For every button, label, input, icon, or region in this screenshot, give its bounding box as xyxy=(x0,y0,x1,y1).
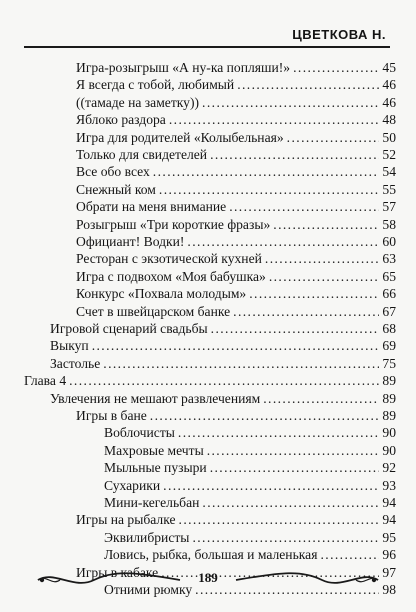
toc-entry-title: Игра-розыгрыш «А ну-ка попляши!» xyxy=(76,60,291,75)
toc-entry-page: 58 xyxy=(382,216,396,232)
toc-entry-page: 45 xyxy=(382,60,396,75)
toc-entry-page: 94 xyxy=(382,495,396,510)
toc-leader-dots xyxy=(273,217,379,233)
toc-entry-page: 90 xyxy=(382,425,396,441)
toc-entry xyxy=(76,217,396,233)
toc-entry-page: 66 xyxy=(382,286,396,302)
toc-entry-title: Мыльные пузыри xyxy=(104,460,207,476)
toc-entry-title: Обрати на меня внимание xyxy=(76,199,227,215)
toc-entry-title: Воблочисты xyxy=(104,425,175,441)
toc-leader-dots xyxy=(320,547,379,563)
toc-entry xyxy=(104,547,396,563)
toc-entry-page: 46 xyxy=(382,77,396,93)
toc-leader-dots xyxy=(211,321,380,337)
toc-leader-dots xyxy=(265,251,380,267)
toc-entry-title: Яблоко раздора xyxy=(76,112,166,128)
toc-entry xyxy=(50,391,396,407)
toc-entry-title: Снежный ком xyxy=(76,181,156,197)
toc-entry-page: 68 xyxy=(382,321,396,336)
toc-entry xyxy=(76,199,396,215)
left-ornament-icon xyxy=(34,568,184,592)
toc-entry xyxy=(76,147,396,163)
toc-entry-page: 65 xyxy=(382,268,396,284)
toc-entry xyxy=(76,130,396,146)
toc-leader-dots xyxy=(229,199,379,215)
toc-entry xyxy=(76,164,396,180)
toc-entry-title: Игры в бане xyxy=(76,408,147,423)
toc-entry-page: 89 xyxy=(382,373,396,389)
toc-entry xyxy=(104,530,396,546)
toc-entry xyxy=(24,373,396,389)
toc-leader-dots xyxy=(263,391,379,407)
toc-entry-title: Застолье xyxy=(50,355,101,371)
toc-entry xyxy=(76,286,396,302)
toc-leader-dots xyxy=(69,373,379,389)
toc-entry-page: 97 xyxy=(382,564,396,580)
toc-leader-dots xyxy=(103,356,379,372)
toc-leader-dots xyxy=(293,60,379,76)
toc-entry-page: 75 xyxy=(382,355,396,371)
toc-entry-page: 50 xyxy=(382,129,396,145)
toc-entry-title: Ресторан с экзотической кухней xyxy=(76,251,262,267)
toc-entry xyxy=(104,443,396,459)
toc-entry-page: 69 xyxy=(382,338,396,354)
toc-entry-page: 46 xyxy=(382,94,396,110)
toc-entry-title: Сухарики xyxy=(104,477,161,493)
toc-entry-page: 89 xyxy=(382,390,396,406)
toc-leader-dots xyxy=(207,443,380,459)
toc-entry xyxy=(76,408,396,424)
toc-leader-dots xyxy=(163,478,379,494)
toc-leader-dots xyxy=(192,530,379,546)
toc-leader-dots xyxy=(287,130,380,146)
toc-entry xyxy=(104,495,396,511)
toc-entry xyxy=(104,478,396,494)
toc-entry-page: 52 xyxy=(382,147,396,162)
toc-entry xyxy=(104,425,396,441)
toc-entry xyxy=(50,338,396,354)
toc-entry-title: Счет в швейцарском банке xyxy=(76,303,231,319)
toc-entry-title: Официант! Водки! xyxy=(76,234,185,249)
toc-entry xyxy=(76,60,396,76)
toc-entry xyxy=(76,512,396,528)
toc-leader-dots xyxy=(179,512,380,528)
toc-entry xyxy=(76,234,396,250)
toc-entry-page: 48 xyxy=(382,112,396,128)
toc-leader-dots xyxy=(178,425,380,441)
toc-entry xyxy=(76,182,396,198)
toc-entry-page: 57 xyxy=(382,199,396,215)
toc-entry-title: Игра с подвохом «Моя бабушка» xyxy=(76,268,266,284)
toc-entry-title: Эквилибристы xyxy=(104,529,190,545)
toc-entry-page: 93 xyxy=(382,477,396,493)
toc-entry-title: Розыгрыш «Три короткие фразы» xyxy=(76,216,271,232)
toc-leader-dots xyxy=(233,304,379,320)
toc-entry-page: 67 xyxy=(382,303,396,319)
toc-leader-dots xyxy=(237,77,379,93)
toc-entry-page: 96 xyxy=(382,547,396,563)
toc-entry-title: Игры в кабаке xyxy=(76,564,159,580)
toc-entry-title: Игровой сценарий свадьбы xyxy=(50,321,208,336)
page-footer xyxy=(34,568,382,592)
toc-entry-title: Глава 4 xyxy=(24,373,67,389)
toc-entry-page: 90 xyxy=(382,442,396,458)
toc-entry-page: 98 xyxy=(382,582,396,597)
toc-leader-dots xyxy=(169,112,380,128)
toc-entry-title: Игры на рыбалке xyxy=(76,512,176,528)
toc-leader-dots xyxy=(150,408,380,424)
toc-entry-title: Конкурс «Похвала молодым» xyxy=(76,286,247,302)
toc-entry-title: Выкуп xyxy=(50,338,89,354)
toc-entry-title: Ловись, рыбка, большая и маленькая xyxy=(104,547,318,563)
toc-leader-dots xyxy=(202,95,379,111)
toc-entry xyxy=(76,251,396,267)
toc-leader-dots xyxy=(159,182,380,198)
toc-leader-dots xyxy=(210,460,380,476)
toc-entry xyxy=(50,356,396,372)
toc-entry-page: 89 xyxy=(382,408,396,423)
page-number: 189 xyxy=(198,570,218,585)
toc-entry-title: Мини-кегельбан xyxy=(104,495,200,510)
toc-entry-page: 94 xyxy=(382,512,396,528)
toc-entry-title: Только для свидетелей xyxy=(76,147,208,162)
toc-entry-page: 92 xyxy=(382,460,396,476)
toc-entry-title: Увлечения не мешают развлечениям xyxy=(50,390,261,406)
toc-entry xyxy=(76,304,396,320)
toc-entry xyxy=(104,460,396,476)
running-header xyxy=(24,14,390,48)
toc-entry-title: Я всегда с тобой, любимый xyxy=(76,77,235,93)
toc-leader-dots xyxy=(269,269,380,285)
toc-entry-page: 63 xyxy=(382,251,396,267)
toc-leader-dots xyxy=(153,164,380,180)
toc-leader-dots xyxy=(92,338,380,354)
toc-entry-page: 60 xyxy=(382,234,396,249)
toc-entry-title: Отними рюмку xyxy=(104,582,193,597)
header-author: ЦВЕТКОВА Н. xyxy=(292,27,386,42)
toc-entry xyxy=(50,321,396,337)
toc-leader-dots xyxy=(202,495,379,511)
toc-entry-page: 54 xyxy=(382,164,396,180)
toc-leader-dots xyxy=(249,286,379,302)
toc-entry-page: 55 xyxy=(382,181,396,197)
toc-entry xyxy=(76,77,396,93)
toc-entry-title: Игра для родителей «Колыбельная» xyxy=(76,129,284,145)
toc-leader-dots xyxy=(187,234,379,250)
toc-entry-title: Все обо всех xyxy=(76,164,150,180)
toc-entry xyxy=(76,112,396,128)
toc-entry xyxy=(76,269,396,285)
header-rule xyxy=(24,46,390,48)
toc-entry-title: ((тамаде на заметку)) xyxy=(76,94,200,110)
toc-entry xyxy=(76,95,396,111)
toc-leader-dots xyxy=(210,147,379,163)
right-ornament-icon xyxy=(232,568,382,592)
toc-entry-title: Махровые мечты xyxy=(104,442,204,458)
toc-entry-page: 95 xyxy=(382,529,396,545)
